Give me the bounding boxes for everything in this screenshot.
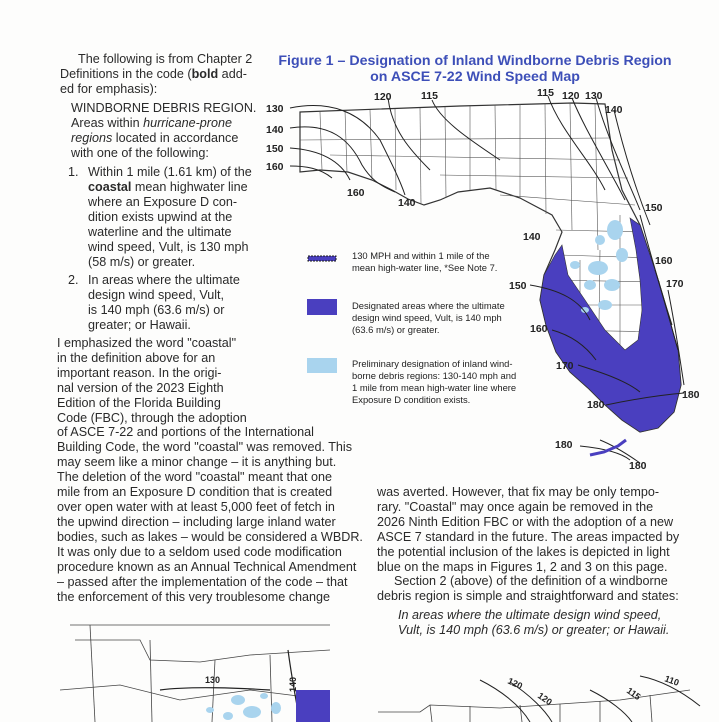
para1-line-2: in the definition above for an bbox=[57, 351, 216, 365]
para1-line-1: I emphasized the word "coastal" bbox=[57, 336, 237, 350]
para2-line-2: Building Code, the word "coastal" was removed. This bbox=[57, 440, 353, 454]
figure-title-line-1: Figure 1 – Designation of Inland Windborne Debris Region bbox=[278, 53, 672, 69]
legend-dark-swatch bbox=[307, 299, 337, 315]
right-line-2: rary. "Coastal" may once again be removed in the bbox=[377, 500, 654, 514]
item-2-number: 2. bbox=[68, 273, 79, 287]
quote-line-1: In areas where the ultimate design wind speed, bbox=[398, 608, 662, 622]
para2-line-8: bodies, such as lakes – would be considered a WBDR. bbox=[57, 530, 363, 544]
item-2-line-2: design wind speed, Vult, bbox=[88, 288, 225, 302]
label-115-top: 115 bbox=[421, 90, 438, 102]
para2-line-10: procedure known as an Annual Technical Amendment bbox=[57, 560, 357, 574]
label-120-top: 120 bbox=[374, 91, 392, 103]
label-140-panhandle: 140 bbox=[398, 197, 416, 209]
bottom-left-lakes bbox=[206, 693, 281, 720]
para2-line-11: – passed after the implementation of the code – that bbox=[57, 575, 348, 589]
bottom-right-label-120a: 120 bbox=[506, 675, 525, 692]
quote-line-2: Vult, is 140 mph (63.6 m/s) or greater; or Hawaii. bbox=[398, 623, 670, 637]
bottom-right-label-115: 115 bbox=[624, 685, 643, 702]
label-140-mid: 140 bbox=[523, 231, 541, 243]
label-115-tr: 115 bbox=[537, 87, 554, 99]
legend-light-line-2: borne debris regions: 130-140 mph and bbox=[352, 370, 517, 381]
bottom-left-label-130: 130 bbox=[205, 675, 221, 685]
label-150-mid: 150 bbox=[509, 280, 527, 292]
label-180-d: 180 bbox=[629, 460, 647, 472]
label-180-b: 180 bbox=[682, 389, 700, 401]
bottom-right-label-120b: 120 bbox=[535, 690, 554, 708]
label-160-mid: 160 bbox=[530, 323, 548, 335]
definition-title: WINDBORNE DEBRIS REGION. bbox=[71, 101, 257, 115]
label-150-left: 150 bbox=[266, 143, 284, 155]
para2-line-9: It was only due to a seldom used code modification bbox=[57, 545, 342, 559]
para2-line-6: over open water with at least 5,000 feet of fetch in bbox=[57, 500, 335, 514]
right-line-3: 2026 Ninth Edition FBC or with the adoption of a new bbox=[377, 515, 674, 529]
item-1-number: 1. bbox=[68, 165, 79, 179]
right-line-4: ASCE 7 standard in the future. The areas impacted by bbox=[377, 530, 680, 544]
item-2-line-1: In areas where the ultimate bbox=[88, 273, 240, 287]
item-1-line-7: (58 m/s) or greater. bbox=[88, 255, 196, 269]
bottom-left-map bbox=[60, 625, 330, 722]
para1-line-3: important reason. In the origi- bbox=[57, 366, 222, 380]
legend-dashed-swatch bbox=[308, 256, 336, 261]
item-1-line-5: waterline and the ultimate bbox=[88, 225, 232, 239]
label-180-a: 180 bbox=[587, 399, 605, 411]
label-120-tr: 120 bbox=[562, 90, 580, 102]
item-2-line-3: is 140 mph (63.6 m/s) or bbox=[88, 303, 225, 317]
legend-dark-line-1: Designated areas where the ultimate bbox=[352, 300, 505, 311]
intro-line-2: Definitions in the code (bold add- bbox=[60, 67, 247, 81]
para2-line-3: may seem like a minor change – it is anything but. bbox=[57, 455, 337, 469]
para1-line-4: nal version of the 2023 Eighth bbox=[57, 381, 224, 395]
right-line-8: debris region is simple and straightforward and states: bbox=[377, 589, 679, 603]
para2-line-7: the upwind direction – including large inland water bbox=[57, 515, 336, 529]
item-2-line-4: greater; or Hawaii. bbox=[88, 318, 191, 332]
right-line-7: Section 2 (above) of the definition of a windborne bbox=[394, 574, 668, 588]
figure-title-line-2: on ASCE 7-22 Wind Speed Map bbox=[370, 69, 580, 85]
para2-line-1: of ASCE 7-22 and portions of the International bbox=[57, 425, 314, 439]
para2-line-12: the enforcement of this very troublesome change bbox=[57, 590, 331, 604]
label-160-right: 160 bbox=[655, 255, 673, 267]
item-1-line-4: dition exists upwind at the bbox=[88, 210, 233, 224]
label-160-left: 160 bbox=[266, 161, 284, 173]
legend-light-swatch bbox=[307, 358, 337, 373]
legend-dark-line-2: design wind speed, Vult, is 140 mph bbox=[352, 312, 502, 323]
definition-line-3: with one of the following: bbox=[71, 146, 209, 160]
label-170-right: 170 bbox=[666, 278, 684, 290]
label-180-c: 180 bbox=[555, 439, 573, 451]
right-line-1: was averted. However, that fix may be only tempo- bbox=[377, 485, 660, 499]
definition-line-2: regions located in accordance bbox=[71, 131, 239, 145]
item-1-line-1: Within 1 mile (1.61 km) of the bbox=[88, 165, 252, 179]
right-line-6: blue on the maps in Figures 1, 2 and 3 on this page. bbox=[377, 560, 668, 574]
legend-dashed-line-2: mean high-water line, *See Note 7. bbox=[352, 262, 498, 273]
para1-line-6: Code (FBC), through the adoption bbox=[57, 411, 247, 425]
legend-light-line-1: Preliminary designation of inland wind- bbox=[352, 358, 513, 369]
legend-dark-line-3: (63.6 m/s) or greater. bbox=[352, 324, 440, 335]
definition-line-1: Areas within hurricane-prone bbox=[71, 116, 233, 130]
label-140-tr: 140 bbox=[605, 104, 623, 116]
intro-line-3: ed for emphasis): bbox=[60, 82, 158, 96]
bottom-right-label-110: 110 bbox=[663, 673, 681, 688]
label-170-mid: 170 bbox=[556, 360, 574, 372]
bottom-left-label-140: 140 bbox=[288, 676, 298, 692]
legend-light-line-4: Exposure D condition exists. bbox=[352, 394, 471, 405]
item-1-line-3: where an Exposure D con- bbox=[88, 195, 238, 209]
label-150-right: 150 bbox=[645, 202, 663, 214]
intro-line-1: The following is from Chapter 2 bbox=[78, 52, 253, 66]
legend-light-line-3: 1 mile from mean high-water line where bbox=[352, 382, 517, 393]
label-160-panhandle: 160 bbox=[347, 187, 365, 199]
item-1-line-6: wind speed, Vult, is 130 mph bbox=[88, 240, 249, 254]
label-130-tr: 130 bbox=[585, 90, 603, 102]
right-line-5: the potential inclusion of the lakes is depicted in light bbox=[377, 545, 670, 559]
item-1-line-2: coastal mean highwater line bbox=[88, 180, 248, 194]
label-130-left: 130 bbox=[266, 103, 284, 115]
para2-line-4: The deletion of the word "coastal" meant that one bbox=[57, 470, 332, 484]
legend-dashed-line-1: 130 MPH and within 1 mile of the bbox=[352, 250, 490, 261]
para1-line-5: Edition of the Florida Building bbox=[57, 396, 221, 410]
label-140-left: 140 bbox=[266, 124, 284, 136]
para2-line-5: mile from an Exposure D condition that is created bbox=[57, 485, 333, 499]
